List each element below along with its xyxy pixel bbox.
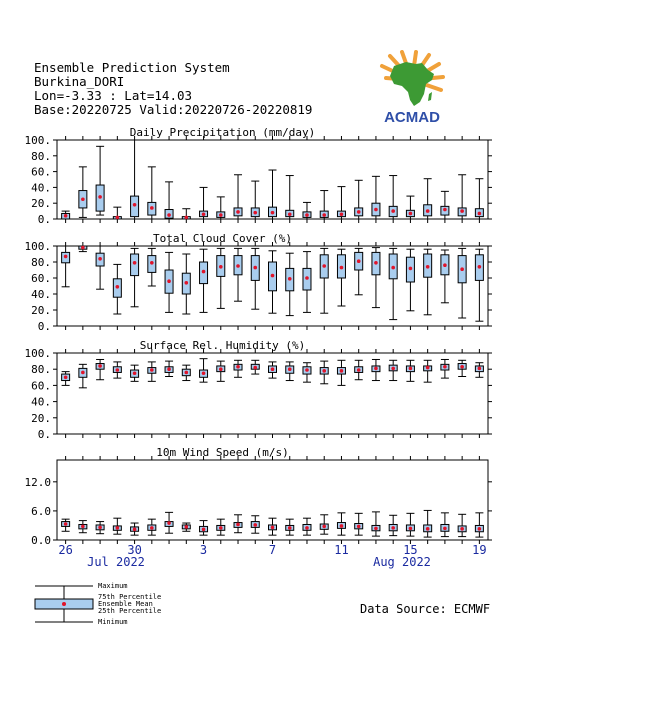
mean-dot (340, 266, 344, 270)
mean-dot (133, 528, 137, 532)
mean-dot (116, 285, 120, 289)
mean-dot (340, 212, 344, 216)
mean-dot (81, 246, 85, 250)
mean-dot (116, 216, 120, 220)
mean-dot (271, 367, 275, 371)
panel-title: 10m Wind Speed (m/s) (156, 446, 289, 459)
mean-dot (305, 213, 309, 217)
mean-dot (409, 367, 413, 371)
logo-text: ACMAD (384, 109, 440, 125)
mean-dot (322, 369, 326, 373)
panel-title: Surface Rel. Humidity (%) (139, 339, 306, 352)
y-tick-label: 0.0 (31, 534, 51, 547)
mean-dot (253, 211, 257, 215)
y-tick-label: 12.0 (24, 475, 51, 489)
mean-dot (357, 259, 361, 263)
mean-dot (236, 365, 240, 369)
mean-dot (64, 255, 68, 259)
mean-dot (426, 366, 430, 370)
legend-mean-dot (62, 602, 66, 606)
y-tick-label: 40. (31, 181, 51, 195)
mean-dot (340, 369, 344, 373)
month-label: Jul 2022 (87, 555, 145, 569)
mean-dot (305, 276, 309, 280)
mean-dot (426, 265, 430, 269)
mean-dot (98, 526, 102, 530)
mean-dot (253, 523, 257, 527)
mean-dot (391, 367, 395, 371)
iqr-box (131, 254, 139, 276)
panel-title: Daily Precipitation (mm/day) (129, 126, 316, 139)
mean-dot (409, 212, 413, 216)
mean-dot (409, 267, 413, 271)
mean-dot (322, 264, 326, 268)
mean-dot (202, 528, 206, 532)
mean-dot (443, 527, 447, 531)
mean-dot (64, 376, 68, 380)
mean-dot (185, 371, 189, 375)
month-label: Aug 2022 (373, 555, 431, 569)
y-tick-label: 0. (37, 428, 51, 441)
mean-dot (236, 523, 240, 527)
mean-dot (460, 267, 464, 271)
legend-maximum-label: Maximum (98, 582, 128, 590)
mean-dot (219, 213, 223, 217)
mean-dot (409, 527, 413, 531)
mean-dot (478, 367, 482, 371)
mean-dot (374, 208, 378, 212)
mean-dot (150, 526, 154, 530)
mean-dot (340, 524, 344, 528)
header-coordinates: Lon=-3.33 : Lat=14.03 (34, 88, 193, 103)
mean-dot (219, 526, 223, 530)
mean-dot (322, 213, 326, 217)
mean-dot (253, 366, 257, 370)
mean-dot (98, 364, 102, 368)
mean-dot (133, 203, 137, 207)
mean-dot (460, 209, 464, 213)
mean-dot (150, 261, 154, 265)
mean-dot (98, 195, 102, 199)
y-tick-label: 40. (31, 395, 51, 409)
legend (30, 580, 190, 628)
mean-dot (271, 274, 275, 278)
mean-dot (81, 525, 85, 529)
y-tick-label: 6.0 (31, 504, 51, 518)
header-location: Burkina_DORI (34, 74, 125, 89)
y-tick-label: 80. (31, 363, 51, 377)
mean-dot (391, 209, 395, 213)
mean-dot (426, 527, 430, 531)
mean-dot (305, 526, 309, 530)
legend-p75-label: 75th Percentile (98, 593, 162, 601)
data-source-label: Data Source: ECMWF (360, 602, 491, 616)
mean-dot (185, 216, 189, 220)
y-tick-label: 20. (31, 304, 51, 317)
mean-dot (443, 208, 447, 212)
mean-dot (478, 265, 482, 269)
y-tick-label: 20. (31, 411, 51, 425)
mean-dot (460, 527, 464, 531)
y-tick-label: 60. (31, 165, 51, 179)
y-tick-label: 0. (37, 320, 51, 333)
mean-dot (357, 210, 361, 214)
mean-dot (271, 211, 275, 215)
mean-dot (116, 368, 120, 372)
mean-dot (305, 368, 309, 372)
mean-dot (81, 197, 85, 201)
x-tick-label: 3 (199, 543, 208, 557)
y-tick-label: 100. (24, 134, 51, 147)
header-title: Ensemble Prediction System (34, 60, 230, 75)
x-tick-label: 11 (334, 543, 349, 557)
x-tick-label: 30 (127, 543, 142, 557)
mean-dot (288, 367, 292, 371)
x-tick-label: 7 (268, 543, 277, 557)
mean-dot (443, 365, 447, 369)
legend-mean-label: Ensemble Mean (98, 600, 153, 608)
mean-dot (150, 206, 154, 210)
y-tick-label: 60. (31, 379, 51, 393)
mean-dot (133, 371, 137, 375)
mean-dot (116, 526, 120, 530)
x-tick-label: 26 (58, 543, 73, 557)
y-tick-label: 0. (37, 213, 51, 226)
panel-title: Total Cloud Cover (%) (152, 232, 293, 245)
mean-dot (322, 525, 326, 529)
mean-dot (288, 212, 292, 216)
y-tick-label: 60. (31, 272, 51, 285)
mean-dot (185, 281, 189, 285)
mean-dot (185, 525, 189, 529)
mean-dot (443, 263, 447, 267)
y-tick-label: 80. (31, 256, 51, 269)
mean-dot (374, 527, 378, 531)
mean-dot (64, 214, 68, 218)
mean-dot (202, 270, 206, 274)
mean-dot (478, 212, 482, 216)
legend-p25-label: 25th Percentile (98, 607, 162, 615)
x-tick-label: 19 (472, 543, 487, 557)
mean-dot (253, 266, 257, 270)
mean-dot (357, 525, 361, 529)
mean-dot (167, 521, 171, 525)
mean-dot (288, 526, 292, 530)
mean-dot (133, 261, 137, 265)
y-tick-label: 20. (31, 197, 51, 211)
mean-dot (426, 209, 430, 213)
mean-dot (150, 368, 154, 372)
y-tick-label: 100. (24, 347, 51, 360)
mean-dot (202, 212, 206, 216)
mean-dot (64, 522, 68, 526)
y-tick-label: 40. (31, 288, 51, 301)
mean-dot (81, 371, 85, 375)
mean-dot (374, 367, 378, 371)
y-tick-label: 100. (24, 240, 51, 253)
mean-dot (219, 367, 223, 371)
mean-dot (478, 527, 482, 531)
mean-dot (271, 526, 275, 530)
mean-dot (202, 371, 206, 375)
mean-dot (167, 367, 171, 371)
mean-dot (167, 279, 171, 283)
header-dates: Base:20220725 Valid:20220726-20220819 (34, 102, 313, 117)
mean-dot (167, 213, 171, 217)
mean-dot (391, 266, 395, 270)
x-tick-label: 15 (403, 543, 418, 557)
y-tick-label: 80. (31, 149, 51, 163)
mean-dot (357, 368, 361, 372)
mean-dot (460, 365, 464, 369)
mean-dot (98, 257, 102, 261)
mean-dot (236, 210, 240, 214)
mean-dot (236, 264, 240, 268)
mean-dot (391, 526, 395, 530)
mean-dot (374, 261, 378, 265)
mean-dot (288, 277, 292, 281)
legend-minimum-label: Minimum (98, 618, 128, 626)
mean-dot (219, 265, 223, 269)
